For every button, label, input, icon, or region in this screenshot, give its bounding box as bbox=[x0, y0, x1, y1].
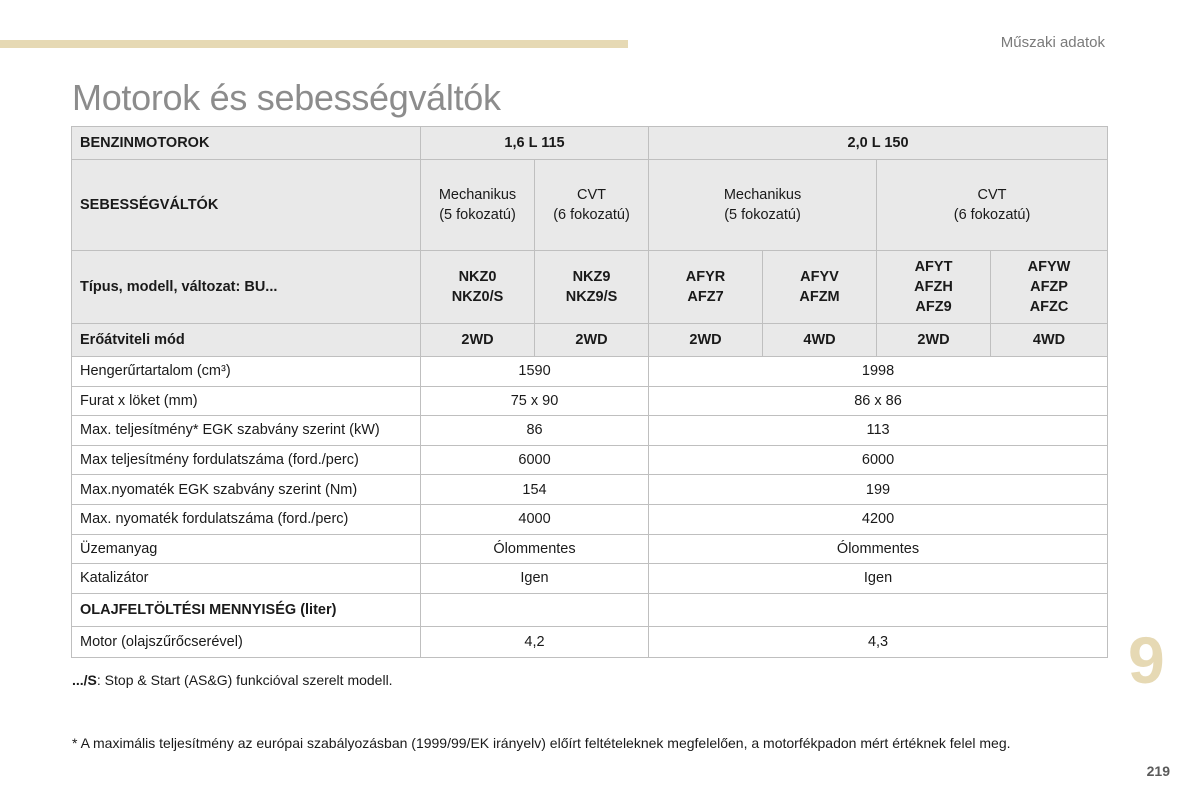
spec-label: Max. teljesítmény* EGK szabvány szerint (kW) bbox=[72, 416, 421, 446]
spec-row bbox=[72, 416, 1108, 446]
section-label: Műszaki adatok bbox=[1000, 34, 1105, 51]
type-row bbox=[72, 251, 1108, 324]
spec-value-engine-2: 4200 bbox=[649, 504, 1108, 534]
spec-value-engine-2: Ólommentes bbox=[649, 534, 1108, 564]
spec-row bbox=[72, 357, 1108, 387]
spec-row bbox=[72, 475, 1108, 505]
page-number: 219 bbox=[1146, 763, 1170, 779]
spec-row bbox=[72, 534, 1108, 564]
spec-label: Katalizátor bbox=[72, 564, 421, 594]
oil-row-label: Motor (olajszűrőcserével) bbox=[72, 626, 421, 657]
stop-start-footnote bbox=[72, 672, 393, 688]
spec-value-engine-1: 4000 bbox=[421, 504, 649, 534]
spec-value-engine-2: Igen bbox=[649, 564, 1108, 594]
engine-2-header: 2,0 L 150 bbox=[649, 127, 1108, 160]
oil-header-row bbox=[72, 593, 1108, 626]
drive-cell: 2WD bbox=[877, 324, 991, 357]
engine-1-header: 1,6 L 115 bbox=[421, 127, 649, 160]
oil-empty-cell bbox=[421, 593, 649, 626]
type-cell: NKZ9 NKZ9/S bbox=[535, 251, 649, 324]
type-cell: NKZ0 NKZ0/S bbox=[421, 251, 535, 324]
oil-row bbox=[72, 626, 1108, 657]
spec-row bbox=[72, 564, 1108, 594]
spec-value-engine-2: 199 bbox=[649, 475, 1108, 505]
engine-header-row bbox=[72, 127, 1108, 160]
drive-cell: 4WD bbox=[991, 324, 1108, 357]
spec-value-engine-2: 86 x 86 bbox=[649, 386, 1108, 416]
engines-label: BENZINMOTOROK bbox=[72, 127, 421, 160]
chapter-number: 9 bbox=[1128, 623, 1165, 697]
header-accent-bar bbox=[0, 40, 628, 48]
gearbox-cell: CVT (6 fokozatú) bbox=[877, 160, 1108, 251]
spec-row bbox=[72, 504, 1108, 534]
type-cell: AFYT AFZH AFZ9 bbox=[877, 251, 991, 324]
spec-value-engine-1: Ólommentes bbox=[421, 534, 649, 564]
page-title: Motorok és sebességváltók bbox=[72, 77, 501, 118]
spec-value-engine-2: 1998 bbox=[649, 357, 1108, 387]
oil-empty-cell bbox=[649, 593, 1108, 626]
oil-value-engine-2: 4,3 bbox=[649, 626, 1108, 657]
spec-value-engine-2: 6000 bbox=[649, 445, 1108, 475]
drive-cell: 2WD bbox=[421, 324, 535, 357]
drive-cell: 4WD bbox=[763, 324, 877, 357]
gearbox-row bbox=[72, 160, 1108, 251]
spec-value-engine-1: 1590 bbox=[421, 357, 649, 387]
stop-start-key: .../S bbox=[72, 672, 97, 688]
spec-value-engine-1: Igen bbox=[421, 564, 649, 594]
spec-value-engine-1: 154 bbox=[421, 475, 649, 505]
power-footnote: * A maximális teljesítmény az európai szabályozásban (1999/99/EK irányelv) előírt feltételeknek megfelelően, a motorfékpadon mért értéknek felel meg. bbox=[72, 735, 1011, 751]
spec-label: Max. nyomaték fordulatszáma (ford./perc) bbox=[72, 504, 421, 534]
type-cell: AFYV AFZM bbox=[763, 251, 877, 324]
spec-value-engine-1: 86 bbox=[421, 416, 649, 446]
type-cell: AFYR AFZ7 bbox=[649, 251, 763, 324]
drive-cell: 2WD bbox=[649, 324, 763, 357]
spec-row bbox=[72, 445, 1108, 475]
oil-label: OLAJFELTÖLTÉSI MENNYISÉG (liter) bbox=[72, 593, 421, 626]
spec-label: Hengerűrtartalom (cm³) bbox=[72, 357, 421, 387]
gearbox-label: SEBESSÉGVÁLTÓK bbox=[72, 160, 421, 251]
spec-value-engine-2: 113 bbox=[649, 416, 1108, 446]
oil-value-engine-1: 4,2 bbox=[421, 626, 649, 657]
drive-label: Erőátviteli mód bbox=[72, 324, 421, 357]
engine-spec-table bbox=[71, 126, 1108, 658]
spec-label: Üzemanyag bbox=[72, 534, 421, 564]
type-cell: AFYW AFZP AFZC bbox=[991, 251, 1108, 324]
type-label: Típus, modell, változat: BU... bbox=[72, 251, 421, 324]
gearbox-cell: CVT (6 fokozatú) bbox=[535, 160, 649, 251]
drive-row bbox=[72, 324, 1108, 357]
gearbox-cell: Mechanikus (5 fokozatú) bbox=[649, 160, 877, 251]
stop-start-text: : Stop & Start (AS&G) funkcióval szerelt modell. bbox=[96, 672, 393, 688]
spec-label: Max.nyomaték EGK szabvány szerint (Nm) bbox=[72, 475, 421, 505]
spec-value-engine-1: 6000 bbox=[421, 445, 649, 475]
gearbox-cell: Mechanikus (5 fokozatú) bbox=[421, 160, 535, 251]
spec-value-engine-1: 75 x 90 bbox=[421, 386, 649, 416]
spec-label: Max teljesítmény fordulatszáma (ford./perc) bbox=[72, 445, 421, 475]
spec-row bbox=[72, 386, 1108, 416]
spec-label: Furat x löket (mm) bbox=[72, 386, 421, 416]
drive-cell: 2WD bbox=[535, 324, 649, 357]
